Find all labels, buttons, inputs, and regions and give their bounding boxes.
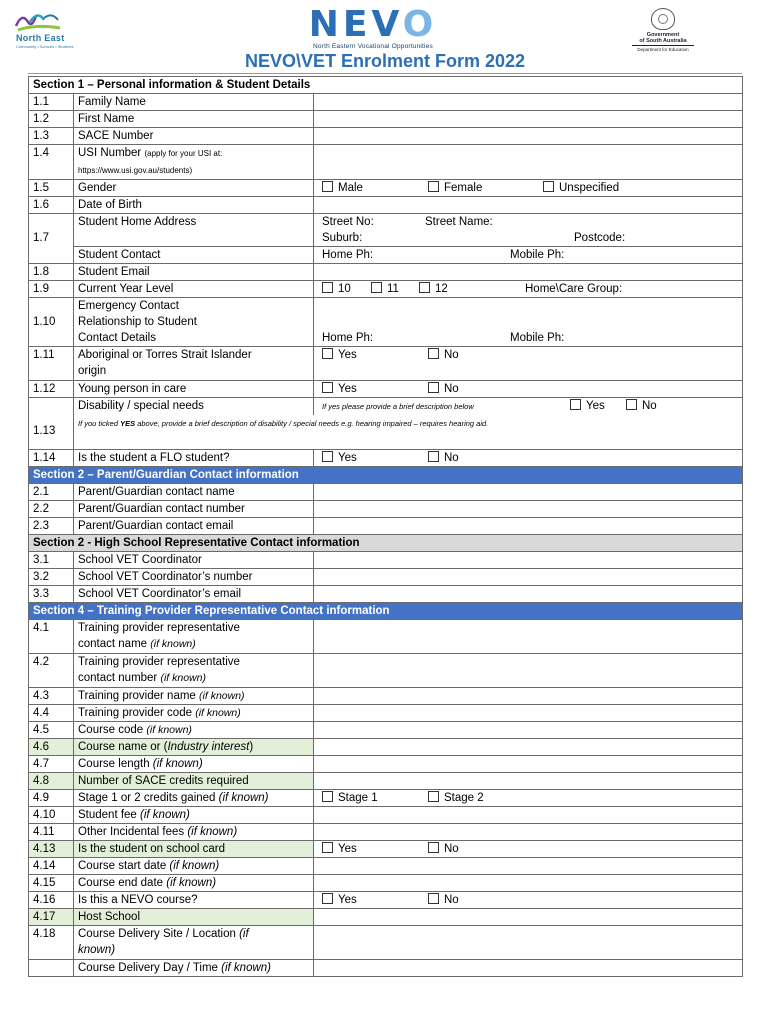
table-row: [29, 586, 743, 603]
option-yes: Yes: [338, 894, 357, 906]
nevo-word-o: O: [402, 4, 438, 45]
table-row: [29, 569, 743, 586]
home-address-label: Student Home Address: [74, 214, 314, 231]
mobile-ph-label: Mobile Ph:: [510, 332, 565, 344]
option-no: No: [444, 843, 459, 855]
course-code-field[interactable]: [314, 722, 743, 739]
label-text: Course start date: [78, 860, 170, 872]
row-number: 4.17: [29, 909, 74, 926]
row-number: 4.3: [29, 688, 74, 705]
parent-email-field[interactable]: [314, 518, 743, 535]
table-row: [29, 330, 743, 347]
family-name-field[interactable]: [314, 94, 743, 111]
label-text: Course code: [78, 724, 147, 736]
table-row: [29, 756, 743, 773]
first-name-label: First Name: [74, 111, 314, 128]
row-number-empty: [29, 330, 74, 347]
table-row: [29, 264, 743, 281]
provider-name-field[interactable]: [314, 688, 743, 705]
option-yes: Yes: [338, 843, 357, 855]
table-row: [29, 688, 743, 705]
row-number: 4.11: [29, 824, 74, 841]
checkbox[interactable]: [428, 181, 439, 192]
sace-credits-label: Number of SACE credits required: [74, 773, 314, 790]
north-east-wave-icon: [14, 8, 64, 34]
if-known-note: (if known): [152, 758, 203, 770]
title-divider: [28, 73, 742, 74]
row-number: 3.1: [29, 552, 74, 569]
section-2-heading: Section 2 – Parent/Guardian Contact information: [29, 467, 314, 484]
checkbox[interactable]: [428, 842, 439, 853]
if-known-note: (if known): [218, 792, 269, 804]
vet-coordinator-number-field[interactable]: [314, 569, 743, 586]
row-number: 4.5: [29, 722, 74, 739]
row-number: 4.14: [29, 858, 74, 875]
government-logo: [632, 8, 694, 54]
checkbox[interactable]: [626, 399, 637, 410]
vet-coordinator-email-field[interactable]: [314, 586, 743, 603]
delivery-day-label: [74, 960, 314, 977]
course-name-field[interactable]: [314, 739, 743, 756]
row-number: 2.3: [29, 518, 74, 535]
parent-number-label: Parent/Guardian contact number: [74, 501, 314, 518]
disability-hint: If yes please provide a brief description below: [322, 402, 474, 411]
first-name-field[interactable]: [314, 111, 743, 128]
incidental-fees-label: [74, 824, 314, 841]
usi-number-field[interactable]: [314, 145, 743, 180]
if-known-note: (if known): [199, 690, 245, 702]
checkbox[interactable]: [428, 451, 439, 462]
row-number: 4.10: [29, 807, 74, 824]
option-no: No: [444, 349, 459, 361]
north-east-logo: [14, 8, 84, 52]
table-row: [29, 773, 743, 790]
checkbox[interactable]: [322, 382, 333, 393]
aboriginal-label: [74, 347, 314, 381]
table-row: [29, 298, 743, 315]
option-yes: Yes: [338, 383, 357, 395]
street-field[interactable]: [314, 214, 743, 231]
north-east-subtitle: Community • Schools • Students: [16, 44, 74, 49]
checkbox[interactable]: [570, 399, 581, 410]
if-known-note: (if known): [150, 638, 196, 650]
gender-label: Gender: [74, 180, 314, 197]
start-date-label: [74, 858, 314, 875]
label-line2: contact number: [78, 672, 161, 684]
label-text: Course Delivery Day / Time: [78, 962, 222, 974]
checkbox[interactable]: [322, 451, 333, 462]
table-row: [29, 398, 743, 416]
end-date-label: [74, 875, 314, 892]
row-number: 4.2: [29, 654, 74, 688]
if-known-note: (if known): [169, 860, 220, 872]
course-length-field[interactable]: [314, 756, 743, 773]
table-row: [29, 722, 743, 739]
year-level-options: [314, 281, 743, 298]
table-row: [29, 214, 743, 231]
row-number: 3.2: [29, 569, 74, 586]
table-row: [29, 484, 743, 501]
sace-number-field[interactable]: [314, 128, 743, 145]
nevo-course-options: [314, 892, 743, 909]
if-known-note: (if known): [195, 707, 241, 719]
option-no: No: [642, 400, 657, 412]
emergency-phone-field[interactable]: [314, 330, 743, 347]
sace-credits-field[interactable]: [314, 773, 743, 790]
row-number: 1.14: [29, 450, 74, 467]
north-east-name: North East: [16, 33, 65, 43]
table-row: [29, 501, 743, 518]
checkbox[interactable]: [543, 181, 554, 192]
row-number: 3.3: [29, 586, 74, 603]
contact-details-label: Contact Details: [74, 330, 314, 347]
table-row: [29, 111, 743, 128]
if-known-note: (if known): [146, 724, 192, 736]
row-number-empty: [29, 247, 74, 264]
checkbox[interactable]: [428, 348, 439, 359]
label-text: Stage 1 or 2 credits gained: [78, 792, 219, 804]
checkbox[interactable]: [428, 893, 439, 904]
sace-number-label: SACE Number: [74, 128, 314, 145]
option-10: 10: [338, 283, 351, 295]
nevo-word-left: NEV: [308, 4, 403, 45]
row-number: 2.2: [29, 501, 74, 518]
nevo-course-label: Is this a NEVO course?: [74, 892, 314, 909]
row-number: 4.6: [29, 739, 74, 756]
option-no: No: [444, 894, 459, 906]
table-row: [29, 875, 743, 892]
if-known-part1: (if: [239, 928, 249, 940]
if-known-note: (if known): [140, 809, 190, 821]
table-row: [29, 858, 743, 875]
row-number: 1.12: [29, 381, 74, 398]
parent-email-label: Parent/Guardian contact email: [74, 518, 314, 535]
gender-options: [314, 180, 743, 197]
if-known-note: (if known): [221, 962, 272, 974]
label-line1: Course Delivery Site / Location: [78, 928, 240, 940]
row-number: 1.4: [29, 145, 74, 180]
checkbox[interactable]: [428, 791, 439, 802]
vet-coordinator-number-label: School VET Coordinator’s number: [74, 569, 314, 586]
usi-url: https://www.usi.gov.au/students): [78, 166, 193, 175]
option-12: 12: [435, 283, 448, 295]
table-row: [29, 347, 743, 381]
year-level-label: Current Year Level: [74, 281, 314, 298]
label-line1: Training provider representative: [78, 622, 240, 634]
aboriginal-options: [314, 347, 743, 381]
row-number: 4.16: [29, 892, 74, 909]
row-number: 1.9: [29, 281, 74, 298]
vet-coordinator-email-label: School VET Coordinator’s email: [74, 586, 314, 603]
row-number-empty: [29, 298, 74, 315]
row-number: 4.13: [29, 841, 74, 858]
provider-rep-name-label: [74, 620, 314, 654]
table-row: [29, 892, 743, 909]
course-code-label: [74, 722, 314, 739]
table-row: [29, 841, 743, 858]
postcode-label: Postcode:: [574, 232, 626, 244]
if-known-note: (if known): [187, 826, 238, 838]
home-ph-label: Home Ph:: [322, 249, 374, 261]
row-number: 1.6: [29, 197, 74, 214]
student-email-label: Student Email: [74, 264, 314, 281]
option-11: 11: [387, 283, 399, 295]
table-row: [29, 824, 743, 841]
table-row: [29, 926, 743, 960]
checkbox[interactable]: [322, 348, 333, 359]
incidental-fees-field[interactable]: [314, 824, 743, 841]
parent-number-field[interactable]: [314, 501, 743, 518]
street-no-label: Street No:: [322, 216, 374, 228]
school-card-label: Is the student on school card: [74, 841, 314, 858]
gov-department: Department for Education: [632, 45, 694, 52]
section-1-header: [29, 77, 743, 94]
gov-line2: of South Australia: [639, 38, 687, 44]
industry-interest-text: Industry interest: [167, 741, 250, 753]
vet-coordinator-field[interactable]: [314, 552, 743, 569]
student-email-field[interactable]: [314, 264, 743, 281]
label-end: ): [249, 741, 254, 753]
home-ph-label: Home Ph:: [322, 332, 374, 344]
row-number: 2.1: [29, 484, 74, 501]
option-stage-2: Stage 2: [444, 792, 484, 804]
if-known-note: (if known): [166, 877, 217, 889]
option-no: No: [444, 452, 459, 464]
aboriginal-label-line2: origin: [78, 365, 107, 377]
row-number: 4.15: [29, 875, 74, 892]
table-row: [29, 620, 743, 654]
form-title: NEVO\VET Enrolment Form 2022: [244, 51, 526, 71]
flo-student-label: Is the student a FLO student?: [74, 450, 314, 467]
suburb-label: Suburb:: [322, 232, 363, 244]
school-card-options: [314, 841, 743, 858]
table-row: [29, 128, 743, 145]
section-3-heading: Section 2 - High School Representative Contact information: [29, 535, 743, 552]
row-number: 1.13: [29, 415, 74, 450]
table-row: [29, 960, 743, 977]
disability-label: Disability / special needs: [74, 398, 314, 416]
checkbox[interactable]: [322, 282, 333, 293]
provider-code-field[interactable]: [314, 705, 743, 722]
if-known-note: (if known): [160, 672, 206, 684]
course-name-label: [74, 739, 314, 756]
provider-rep-number-field[interactable]: [314, 654, 743, 688]
start-date-field[interactable]: [314, 858, 743, 875]
section-2-fill: [314, 467, 743, 484]
stage-options: [314, 790, 743, 807]
dob-label: Date of Birth: [74, 197, 314, 214]
option-yes: Yes: [586, 400, 605, 412]
row-number: 1.3: [29, 128, 74, 145]
label-text: Course length: [78, 758, 153, 770]
stage-credits-label: [74, 790, 314, 807]
crest-icon: [651, 8, 675, 30]
section-4-heading: Section 4 – Training Provider Representative Contact information: [29, 603, 743, 620]
parent-name-label: Parent/Guardian contact name: [74, 484, 314, 501]
row-number: 1.10: [29, 314, 74, 330]
host-school-field[interactable]: [314, 909, 743, 926]
section-1-heading: Section 1 – Personal information & Student Details: [29, 77, 743, 94]
table-row: [29, 145, 743, 180]
student-fee-label: [74, 807, 314, 824]
table-row: [29, 552, 743, 569]
flo-options: [314, 450, 743, 467]
table-row: [29, 739, 743, 756]
row-number: 1.7: [29, 230, 74, 247]
table-row: [29, 654, 743, 688]
provider-code-label: [74, 705, 314, 722]
checkbox[interactable]: [322, 181, 333, 192]
table-row: [29, 180, 743, 197]
note-bold: YES: [120, 419, 136, 428]
option-unspecified: Unspecified: [559, 182, 620, 194]
section-2-header: [29, 467, 743, 484]
gov-line1: Government: [646, 32, 680, 38]
home-care-group-label: Home\Care Group:: [525, 283, 623, 295]
table-row: [29, 230, 743, 247]
emergency-contact-label: Emergency Contact: [74, 298, 314, 315]
row-number-empty: [29, 960, 74, 977]
if-known-part2: known): [78, 944, 116, 956]
table-row: [29, 94, 743, 111]
delivery-site-label: [74, 926, 314, 960]
label-text: Training provider name: [78, 690, 200, 702]
label-text: Training provider code: [78, 707, 196, 719]
checkbox[interactable]: [371, 282, 382, 293]
mobile-ph-label: Mobile Ph:: [510, 249, 565, 261]
relationship-label: Relationship to Student: [74, 314, 314, 330]
option-male: Male: [338, 182, 363, 194]
label-line1: Training provider representative: [78, 656, 240, 668]
provider-name-label: [74, 688, 314, 705]
label-text: Student fee: [78, 809, 141, 821]
row-number: 4.18: [29, 926, 74, 960]
table-row: [29, 381, 743, 398]
young-person-care-label: Young person in care: [74, 381, 314, 398]
row-number: 1.8: [29, 264, 74, 281]
enrolment-form-table: [28, 76, 743, 977]
table-row: [29, 450, 743, 467]
delivery-site-field[interactable]: [314, 926, 743, 960]
note-pre: If you ticked: [78, 419, 121, 428]
table-row: [29, 909, 743, 926]
usi-number-label: [74, 145, 314, 180]
nevo-tagline: North Eastern Vocational Opportunities: [313, 43, 433, 50]
usi-note: (apply for your USI at:: [144, 149, 223, 158]
section-4-header: [29, 603, 743, 620]
table-row: [29, 807, 743, 824]
nevo-logo: [298, 4, 448, 52]
checkbox[interactable]: [419, 282, 430, 293]
label-text: Other Incidental fees: [78, 826, 188, 838]
table-row: [29, 247, 743, 264]
usi-label-text: USI Number: [78, 147, 142, 159]
dob-field[interactable]: [314, 197, 743, 214]
student-phone-field[interactable]: [314, 247, 743, 264]
label-line2: contact name: [78, 638, 151, 650]
row-number: 4.8: [29, 773, 74, 790]
option-yes: Yes: [338, 349, 357, 361]
row-number: 1.2: [29, 111, 74, 128]
option-stage-1: Stage 1: [338, 792, 378, 804]
emergency-contact-field[interactable]: [314, 298, 743, 315]
table-row: [29, 415, 743, 450]
provider-rep-number-label: [74, 654, 314, 688]
address-continued: [74, 230, 314, 247]
row-number: 1.11: [29, 347, 74, 381]
label-text: Course end date: [78, 877, 167, 889]
row-number-empty: [29, 398, 74, 416]
checkbox[interactable]: [428, 382, 439, 393]
course-length-label: [74, 756, 314, 773]
row-number: 4.1: [29, 620, 74, 654]
table-row: [29, 790, 743, 807]
table-row: [29, 705, 743, 722]
row-number: 1.5: [29, 180, 74, 197]
checkbox[interactable]: [322, 791, 333, 802]
row-number: 4.7: [29, 756, 74, 773]
checkbox[interactable]: [322, 893, 333, 904]
option-yes: Yes: [338, 452, 357, 464]
parent-name-field[interactable]: [314, 484, 743, 501]
delivery-day-field[interactable]: [314, 960, 743, 977]
disability-description-field[interactable]: [74, 415, 743, 450]
option-no: No: [444, 383, 459, 395]
table-row: [29, 281, 743, 298]
relationship-field[interactable]: [314, 314, 743, 330]
note-post: above, provide a brief description of disability / special needs e.g. hearing impaired – requires hearing aid.: [135, 419, 489, 428]
family-name-label: Family Name: [74, 94, 314, 111]
disability-options: [314, 398, 743, 416]
section-3-header: [29, 535, 743, 552]
care-options: [314, 381, 743, 398]
row-number-empty: [29, 214, 74, 231]
host-school-label: Host School: [74, 909, 314, 926]
student-contact-label: Student Contact: [74, 247, 314, 264]
table-row: [29, 518, 743, 535]
aboriginal-label-line1: Aboriginal or Torres Strait Islander: [78, 349, 252, 361]
table-row: [29, 314, 743, 330]
label-text: Course name or (: [78, 741, 168, 753]
checkbox[interactable]: [322, 842, 333, 853]
suburb-field[interactable]: [314, 230, 743, 247]
street-name-label: Street Name:: [425, 216, 493, 228]
option-female: Female: [444, 182, 483, 194]
student-fee-field[interactable]: [314, 807, 743, 824]
row-number: 1.1: [29, 94, 74, 111]
vet-coordinator-label: School VET Coordinator: [74, 552, 314, 569]
table-row: [29, 197, 743, 214]
provider-rep-name-field[interactable]: [314, 620, 743, 654]
row-number: 4.4: [29, 705, 74, 722]
row-number: 4.9: [29, 790, 74, 807]
end-date-field[interactable]: [314, 875, 743, 892]
nevo-wordmark: [298, 4, 448, 45]
